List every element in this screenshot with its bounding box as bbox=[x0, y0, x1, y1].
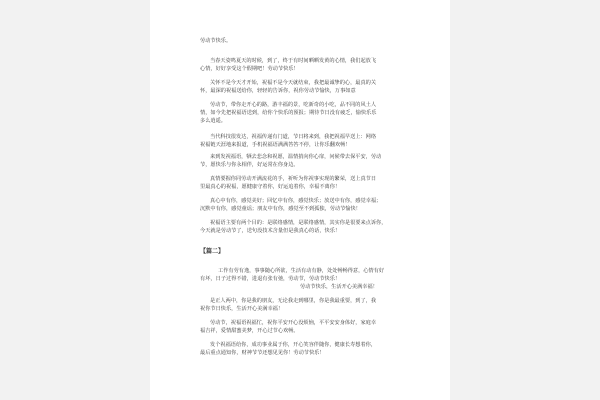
text-line: 真情要握你同劳动开满流花的手，祈听为你祝事实现的繁荣，送上真节日 bbox=[210, 176, 377, 182]
text-line: 怀，最深的祝福送给你，轻轻的告诉你，祝你劳动节愉快，万事如意 bbox=[200, 88, 356, 94]
text-line: 祝福语主要有两个目的：是联络感情，是联络感情，其实你是很要来点诉你， bbox=[210, 220, 387, 226]
text-line: 里最真心的祝福，愿健康守着你，好运追着你，幸福不离你！ bbox=[200, 184, 341, 190]
text-line: 当代科技很发达，祝福传递有门道，节日将来到，我把祝福早送上：网络 bbox=[210, 134, 377, 140]
text-line: 福吉祥，爱情甜蜜美梦，开心过节心欢畅。 bbox=[200, 328, 299, 334]
text-line: 心情，好好享受这个假期吧！劳动节快乐！ bbox=[200, 66, 299, 72]
text-line: 工作有劳有逸，事事随心所欲，生活有动有静，处处畅畅得意，心情有好 bbox=[218, 268, 385, 274]
text-line: 劳动节，祝福语祝福忙，祝你平安开心没烦恼，平平安安身体好，家庭幸 bbox=[210, 320, 377, 326]
text-line: 发个祝福语给你，成功事业属于你，开心笑容伴随你，健康长寿想着你， bbox=[210, 342, 377, 348]
document-page bbox=[150, 0, 450, 400]
text-line: 劳动节快乐。 bbox=[200, 38, 232, 44]
text-line: 祝你节日快乐，生活开心美满幸福！ bbox=[200, 306, 284, 312]
text-line: 来到发祝福语，牺去悲念和祝愿，温情捎向你心扉，问候带去保平安，劳动 bbox=[210, 154, 382, 160]
text-line: 节，愿快乐与你永相伴，好运常在你身边。 bbox=[200, 162, 299, 168]
text-line: 劳动节，带你走开心的路，游丰福的景，吃新奇的小吃，品不同的风土人 bbox=[210, 102, 377, 108]
text-line: 关怀不是今天才开始，祝福不是今天就结束，我把最诚挚的心，最真的关 bbox=[210, 80, 377, 86]
text-line: 当春天姿鸣夏天的时候，到了，终于有时间晒晒发黄的心情，我们起放飞 bbox=[210, 58, 377, 64]
text-line: 有坏，日子过得不错，进退有张有弛，劳动节，劳动节快乐！ bbox=[200, 276, 341, 282]
text-line: 最后重点通知你，财神节节还想见见你！劳动节快乐！ bbox=[200, 350, 325, 356]
text-line: 今天就是劳动节了，送句没技术含量但是我真心的话，快乐！ bbox=[200, 228, 341, 234]
text-line: 祝福链天涯地来报道，手机祝福语满满答答不停，让你乐翻欢畅！ bbox=[200, 142, 351, 148]
text-line: 情，如今先把祝福语送到，给你个快乐的预报；期待节日没有疲乏，愉快乐乐 bbox=[200, 110, 377, 116]
text-line: 真心中有你，感觉美好；回忆中有你，感觉快乐；放送中有你，感觉幸福； bbox=[210, 198, 382, 204]
text-line: 是正人两中，你是我的朋友，无论我走到哪里，你是我最重要，到了，我 bbox=[210, 298, 377, 304]
section-heading: 【篇二】 bbox=[200, 248, 225, 255]
text-line: 多么逍遥。 bbox=[200, 118, 226, 124]
text-line: 劳动节快乐，生活开心美满幸福！ bbox=[300, 284, 378, 290]
text-line: 沉默中有你，感觉童谣；朋友中有你，感觉至不到孤独，劳动节愉快！ bbox=[200, 206, 361, 212]
